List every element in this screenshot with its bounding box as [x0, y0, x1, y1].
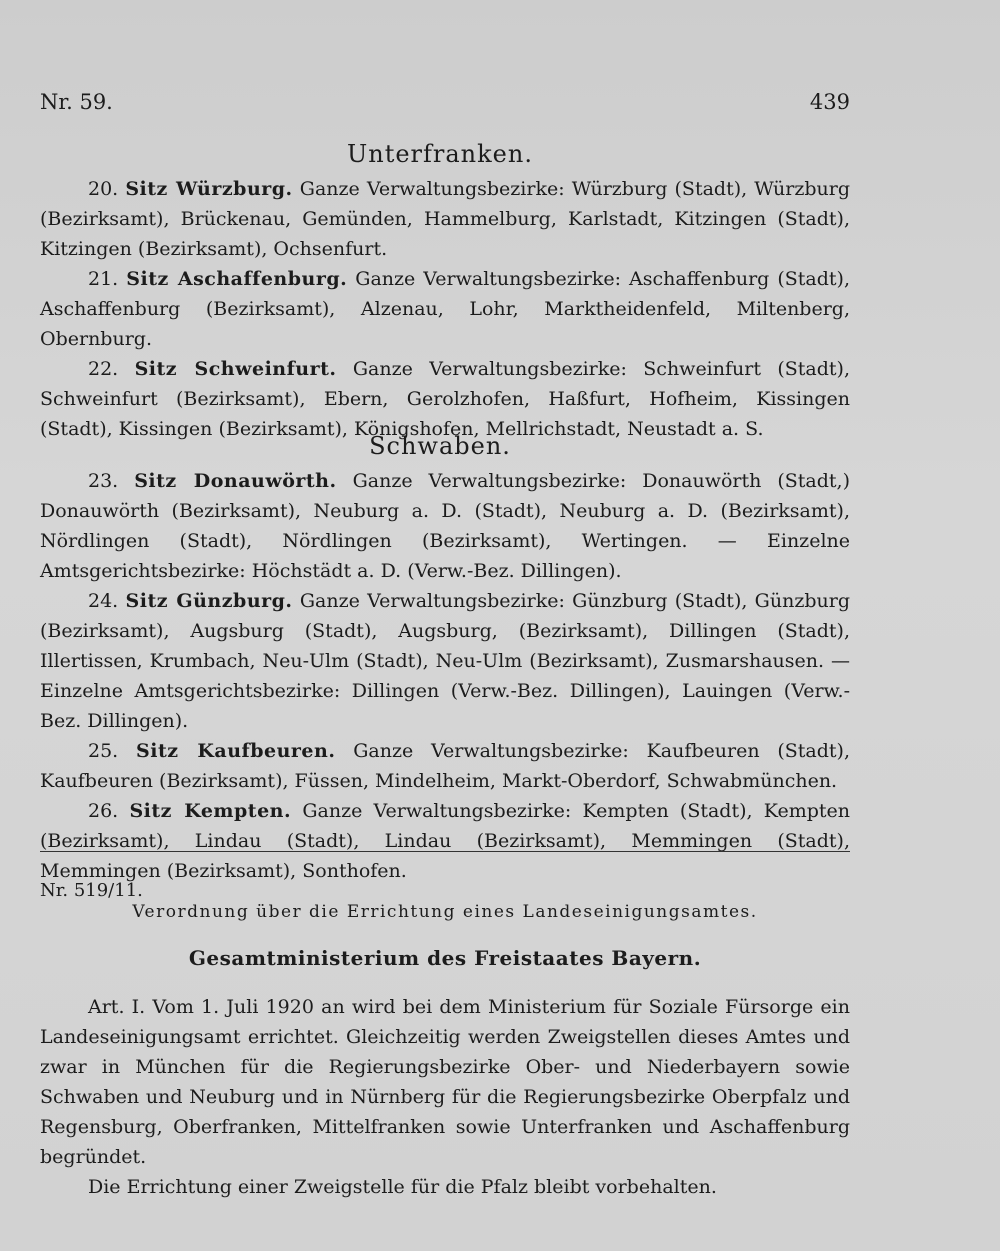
- article-paragraph: Die Errichtung einer Zweigstelle für die Pfalz bleibt vorbehalten.: [88, 1176, 717, 1198]
- entry-number: 21.: [88, 268, 119, 290]
- page-number: 439: [809, 90, 850, 114]
- ordinance-body: [40, 992, 850, 1202]
- entry-text: Ganze Verwaltungsbezirke: Donauwörth (Stadt,) Donauwörth (Bezirksamt), Neuburg a. D. (Stadt), Neuburg a. D. (Bezirksamt), Nördlingen (Stadt), Nördlingen (Bezirksamt), Wertingen. — Einzelne Amtsgerichtsbezirke: Höchstädt a. D. (Verw.-Bez. Dillingen).: [40, 470, 850, 582]
- entry-23: [40, 466, 850, 586]
- issue-number: Nr. 59.: [40, 90, 113, 114]
- entry-seat: Sitz Donauwörth.: [134, 470, 337, 492]
- entry-text: Ganze Verwaltungsbezirke: Kempten (Stadt), Kempten (Bezirksamt), Lindau (Stadt), Lindau (Bezirksamt), Memmingen (Stadt), Memmingen (Bezirksamt), Sonthofen.: [40, 800, 850, 882]
- section-title-schwaben: Schwaben.: [369, 432, 511, 460]
- entry-number: 24.: [88, 590, 119, 612]
- entry-26: [40, 796, 850, 886]
- entry-seat: Sitz Aschaffenburg.: [126, 268, 348, 290]
- entry-24: [40, 586, 850, 736]
- ordinance-title: Verordnung über die Errichtung eines Landeseinigungsamtes.: [132, 902, 758, 922]
- section-schwaben: [40, 466, 850, 886]
- entry-20: [40, 174, 850, 264]
- section-unterfranken: [40, 174, 850, 444]
- entry-text: Ganze Verwaltungsbezirke: Aschaffenburg (Stadt), Aschaffenburg (Bezirksamt), Alzenau, Lohr, Marktheidenfeld, Miltenberg, Obernburg.: [40, 268, 851, 350]
- entry-number: 25.: [88, 740, 119, 762]
- entry-text: Ganze Verwaltungsbezirke: Kaufbeuren (Stadt), Kaufbeuren (Bezirksamt), Füssen, Mindelheim, Markt-Oberdorf, Schwabmünchen.: [40, 740, 851, 792]
- entry-text: Ganze Verwaltungsbezirke: Günzburg (Stadt), Günzburg (Bezirksamt), Augsburg (Stadt), Augsburg, (Bezirksamt), Dillingen (Stadt), Illertissen, Krumbach, Neu-Ulm (Stadt), Neu-Ulm (Bezirksamt), Zusmarshausen. — Einzelne Amtsgerichtsbezirke: Dillingen (Verw.-Bez. Dillingen), Lauingen (Verw.-Bez. Dillingen).: [40, 590, 850, 732]
- entry-number: 26.: [88, 800, 119, 822]
- ordinance-number: Nr. 519/11.: [40, 880, 143, 901]
- entry-seat: Sitz Würzburg.: [125, 178, 293, 200]
- entry-22: [40, 354, 850, 444]
- entry-21: [40, 264, 850, 354]
- entry-number: 20.: [88, 178, 119, 200]
- entry-25: [40, 736, 850, 796]
- article-paragraph: Art. I. Vom 1. Juli 1920 an wird bei dem Ministerium für Soziale Fürsorge ein Landeseinigungsamt errichtet. Gleichzeitig werden Zweigstellen dieses Amtes und zwar in München für die Regierungsbezirke Ober- und Niederbayern sowie Schwaben und Neuburg und in Nürnberg für die Regierungsbezirke Oberpfalz und Regensburg, Oberfranken, Mittelfranken sowie Unterfranken und Aschaffenburg begründet.: [40, 996, 850, 1168]
- entry-text: Ganze Verwaltungsbezirke: Schweinfurt (Stadt), Schweinfurt (Bezirksamt), Ebern, Gerolzhofen, Haßfurt, Hofheim, Kissingen (Stadt), Kissingen (Bezirksamt), Königshofen, Mellrichstadt, Neustadt a. S.: [40, 358, 850, 440]
- entry-seat: Sitz Kempten.: [129, 800, 292, 822]
- entry-seat: Sitz Günzburg.: [125, 590, 293, 612]
- entry-text: Ganze Verwaltungsbezirke: Würzburg (Stadt), Würzburg (Bezirksamt), Brückenau, Gemünden, Hammelburg, Karlstadt, Kitzingen (Stadt), Kitzingen (Bezirksamt), Ochsenfurt.: [40, 178, 850, 260]
- entry-number: 23.: [88, 470, 119, 492]
- entry-number: 22.: [88, 358, 119, 380]
- ordinance-issuer: Gesamtministerium des Freistaates Bayern.: [188, 946, 702, 970]
- section-divider: [40, 851, 850, 852]
- section-title-unterfranken: Unterfranken.: [347, 140, 533, 168]
- entry-seat: Sitz Kaufbeuren.: [136, 740, 336, 762]
- entry-seat: Sitz Schweinfurt.: [134, 358, 337, 380]
